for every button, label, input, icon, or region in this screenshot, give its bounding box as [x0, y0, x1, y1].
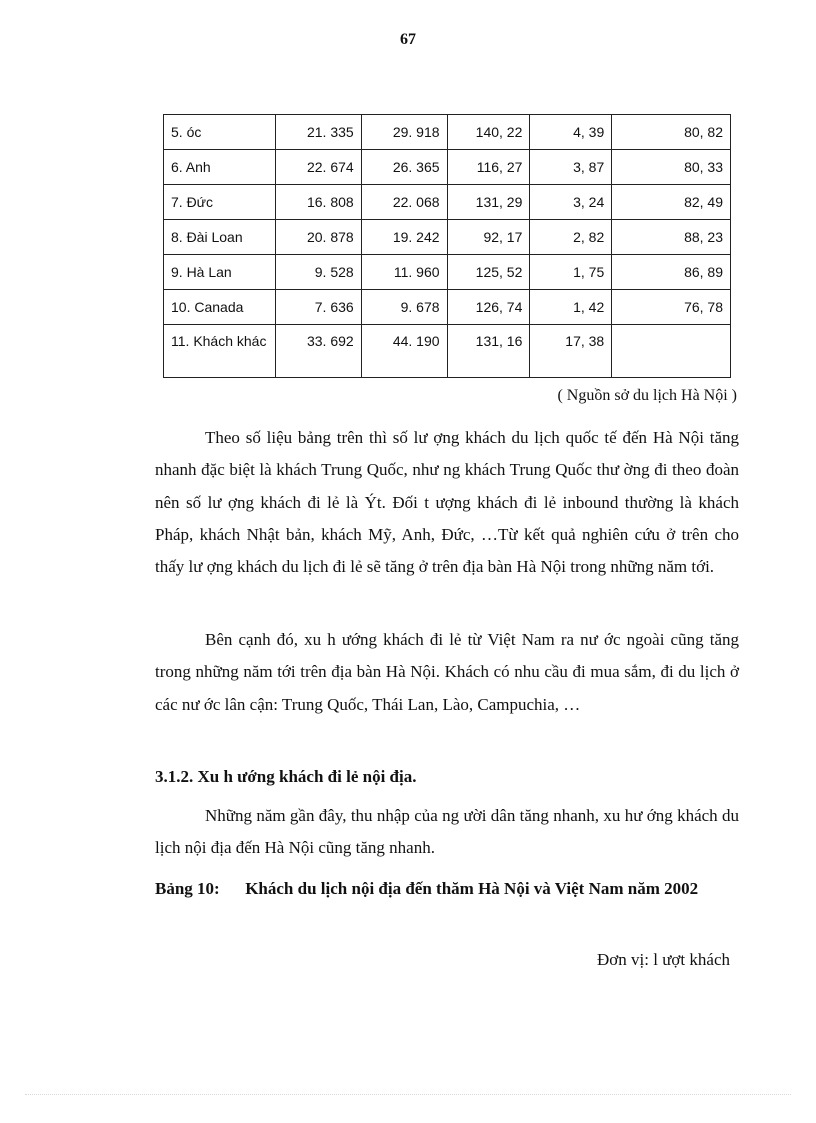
table-cell-value: 7. 636: [275, 290, 361, 325]
table-row: [164, 185, 731, 220]
table-cell-value: 29. 918: [361, 115, 447, 150]
table-cell-value: 20. 878: [275, 220, 361, 255]
table-cell-value: 3, 87: [530, 150, 612, 185]
table-cell-value: 33. 692: [275, 325, 361, 378]
table-cell-value: 131, 29: [447, 185, 530, 220]
table-cell-value: 26. 365: [361, 150, 447, 185]
table-body: [164, 115, 731, 378]
table-cell-value: 140, 22: [447, 115, 530, 150]
table-cell-value: 88, 23: [612, 220, 731, 255]
table-row: [164, 150, 731, 185]
table-cell-value: 3, 24: [530, 185, 612, 220]
table-cell-value: 4, 39: [530, 115, 612, 150]
table-cell-value: 86, 89: [612, 255, 731, 290]
unit-label: Đơn vị: l ượt khách: [597, 950, 730, 969]
table-cell-value: 2, 82: [530, 220, 612, 255]
paragraph-international-visitors: Theo số liệu bảng trên thì số lư ợng khách du lịch quốc tế đến Hà Nội tăng nhanh đặc biệt là khách Trung Quốc, như ng khách Trung Quốc thư ờng đi theo đoàn nên số lư ợng khách đi lẻ là Ýt. Đối t ượng khách đi lẻ inbound thường là khách Pháp, khách Nhật bản, khách Mỹ, Anh, Đức, …Từ kết quả nghiên cứu ở trên cho thấy lư ợng khách du lịch đi lẻ sẽ tăng ở trên địa bàn Hà Nội trong những năm tới.: [155, 428, 739, 577]
footer-divider: [25, 1094, 791, 1095]
table-cell-value: 92, 17: [447, 220, 530, 255]
table-row: [164, 255, 731, 290]
table-cell-label: 8. Đài Loan: [164, 220, 276, 255]
table-cell-value: 82, 49: [612, 185, 731, 220]
table-row: [164, 290, 731, 325]
section-heading: 3.1.2. Xu h ướng khách đi lẻ nội địa.: [155, 767, 417, 786]
table-cell-label: 7. Đức: [164, 185, 276, 220]
table-cell-value: 116, 27: [447, 150, 530, 185]
visitor-statistics-table: [163, 114, 731, 378]
table-cell-value: 125, 52: [447, 255, 530, 290]
table-row: [164, 115, 731, 150]
table-cell-value: 9. 528: [275, 255, 361, 290]
table-cell-value: 1, 42: [530, 290, 612, 325]
table-cell-label: 5. óc: [164, 115, 276, 150]
table-cell-value: 21. 335: [275, 115, 361, 150]
page-number: 67: [400, 31, 416, 48]
table-cell-value: 22. 068: [361, 185, 447, 220]
table-cell-label: 9. Hà Lan: [164, 255, 276, 290]
table-cell-value: 11. 960: [361, 255, 447, 290]
table-cell-label: 10. Canada: [164, 290, 276, 325]
table-cell-value: 80, 33: [612, 150, 731, 185]
table-cell-label: 11. Khách khác: [164, 325, 276, 378]
table-cell-value: 16. 808: [275, 185, 361, 220]
paragraph-outbound-trend: Bên cạnh đó, xu h ướng khách đi lẻ từ Việt Nam ra nư ớc ngoài cũng tăng trong những năm tới trên địa bàn Hà Nội. Khách có nhu cầu đi mua sắm, đi du lịch ở các nư ớc lân cận: Trung Quốc, Thái Lan, Lào, Campuchia, …: [155, 630, 739, 714]
table-cell-value: 22. 674: [275, 150, 361, 185]
table-cell-label: 6. Anh: [164, 150, 276, 185]
table-cell-value: 80, 82: [612, 115, 731, 150]
table-cell-value: 44. 190: [361, 325, 447, 378]
table-cell-value: 126, 74: [447, 290, 530, 325]
table-cell-value: 19. 242: [361, 220, 447, 255]
table-caption: Bảng 10: Khách du lịch nội địa đến thăm Hà Nội và Việt Nam năm 2002: [155, 879, 699, 898]
table-row: [164, 325, 731, 378]
table-cell-value: 131, 16: [447, 325, 530, 378]
table-cell-value: [612, 325, 731, 378]
table-cell-value: 1, 75: [530, 255, 612, 290]
source-note: ( Nguồn sở du lịch Hà Nội ): [557, 387, 737, 404]
table-cell-value: 17, 38: [530, 325, 612, 378]
table-cell-value: 9. 678: [361, 290, 447, 325]
paragraph-domestic-trend: Những năm gần đây, thu nhập của ng ười dân tăng nhanh, xu hư ớng khách du lịch nội địa đến Hà Nội cũng tăng nhanh.: [155, 806, 739, 858]
table-cell-value: 76, 78: [612, 290, 731, 325]
table-row: [164, 220, 731, 255]
